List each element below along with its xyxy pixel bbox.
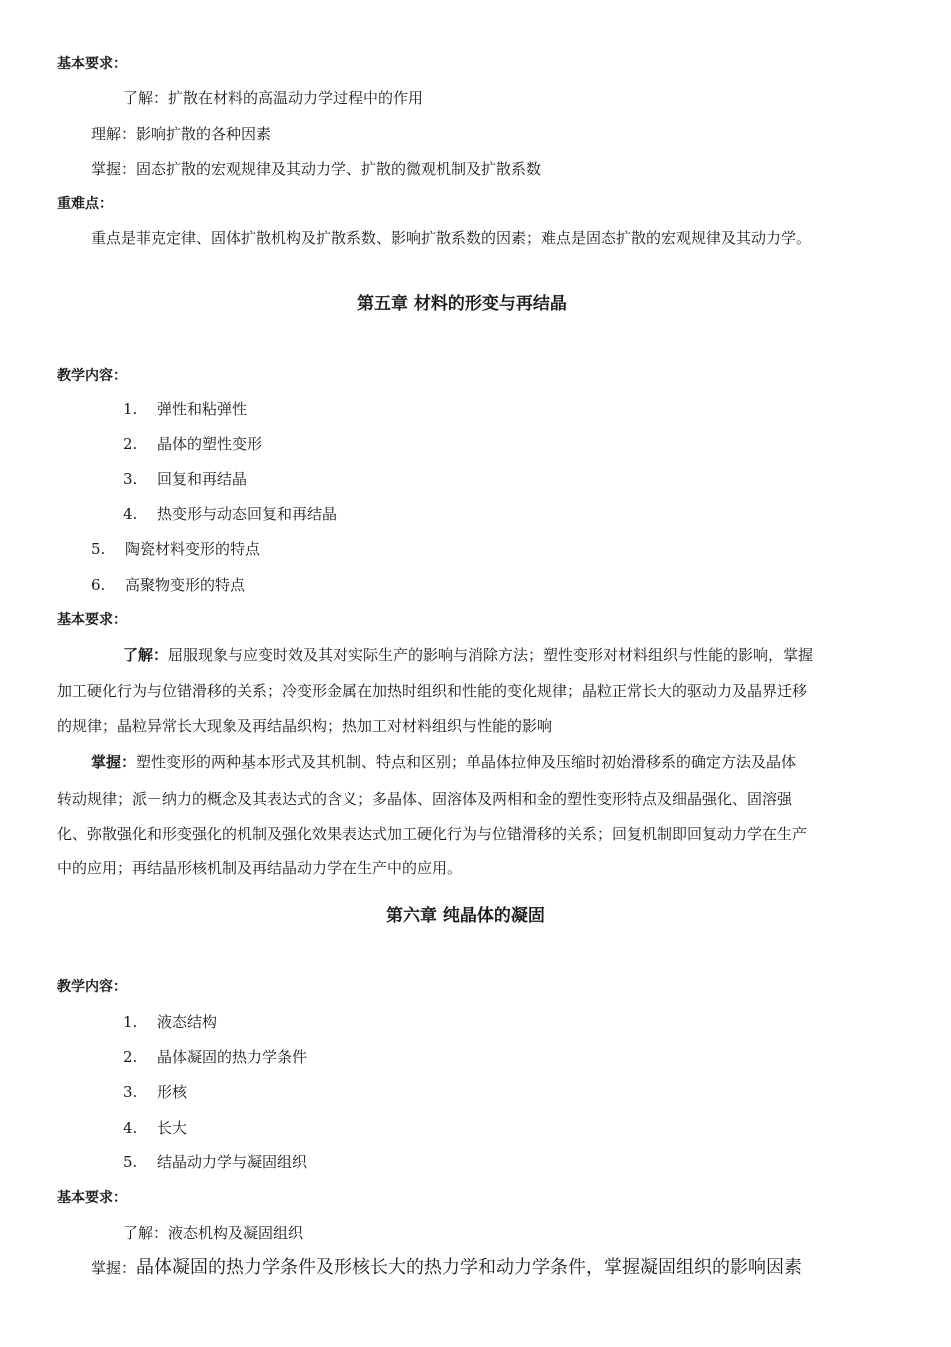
ch5-list-item — [91, 539, 260, 559]
ch5-understand-line-1 — [123, 645, 813, 665]
key-points-text: 重点是菲克定律、固体扩散机构及扩散系数、影响扩散系数的因素；难点是固态扩散的宏观规律及其动力学。 — [91, 229, 812, 247]
master-line — [91, 159, 541, 179]
comprehend-line — [91, 124, 271, 144]
ch6-master-label: 掌握： — [91, 1259, 137, 1277]
ch6-item-number: 4. — [123, 1119, 138, 1137]
understand-label: 了解： — [123, 89, 169, 107]
ch5-understand-text: 屈服现象与应变时效及其对实际生产的影响与消除方法；塑性变形对材料组织与性能的影响，掌握 — [168, 646, 814, 664]
ch6-understand-line — [123, 1223, 303, 1243]
ch5-list-item — [91, 575, 245, 595]
ch6-item-text: 晶体凝固的热力学条件 — [157, 1048, 308, 1066]
ch6-master-text: 晶体凝固的热力学条件及形核长大的热力学和动力学条件，掌握凝固组织的影响因素 — [136, 1257, 803, 1278]
ch5-list-item — [123, 469, 247, 489]
ch5-item-text: 高聚物变形的特点 — [125, 576, 246, 594]
ch5-item-number: 5. — [91, 540, 106, 558]
ch5-master-line-2: 转动规律；派－纳力的概念及其表达式的含义；多晶体、固溶体及两相和金的塑性变形特点及细晶强化、固溶强 — [57, 790, 793, 808]
ch5-item-number: 6. — [91, 576, 106, 594]
understand-text: 扩散在材料的高温动力学过程中的作用 — [168, 89, 424, 107]
ch6-basic-req-heading: 基本要求： — [57, 1190, 127, 1206]
understand-line — [123, 88, 423, 108]
ch5-item-text: 陶瓷材料变形的特点 — [125, 540, 261, 558]
ch5-item-text: 热变形与动态回复和再结晶 — [157, 505, 338, 523]
ch6-list-item — [123, 1012, 217, 1032]
ch5-list-item — [123, 434, 262, 454]
key-points-heading: 重难点： — [57, 196, 113, 212]
ch6-item-number: 2. — [123, 1048, 138, 1066]
ch6-master-line — [91, 1256, 802, 1280]
ch6-content-heading: 教学内容： — [57, 979, 127, 995]
ch5-master-text: 塑性变形的两种基本形式及其机制、特点和区别；单晶体拉伸及压缩时初始滑移系的确定方法及晶体 — [136, 753, 797, 771]
ch6-item-text: 形核 — [157, 1083, 188, 1101]
ch5-basic-req-heading: 基本要求： — [57, 612, 127, 628]
ch5-understand-line-2: 加工硬化行为与位错滑移的关系；冷变形金属在加热时组织和性能的变化规律；晶粒正常长大的驱动力及晶界迁移 — [57, 682, 808, 700]
ch5-item-number: 1. — [123, 400, 138, 418]
ch6-item-text: 液态结构 — [157, 1013, 218, 1031]
ch6-item-number: 3. — [123, 1083, 138, 1101]
master-label: 掌握： — [91, 160, 137, 178]
ch5-item-text: 晶体的塑性变形 — [157, 435, 263, 453]
ch5-item-number: 2. — [123, 435, 138, 453]
ch6-understand-label: 了解： — [123, 1224, 169, 1242]
chapter5-title: 第五章 材料的形变与再结晶 — [357, 294, 567, 314]
ch6-understand-text: 液态机构及凝固组织 — [168, 1224, 304, 1242]
ch5-item-text: 弹性和粘弹性 — [157, 400, 248, 418]
ch6-item-number: 1. — [123, 1013, 138, 1031]
ch6-item-number: 5. — [123, 1153, 138, 1171]
ch6-item-text: 结晶动力学与凝固组织 — [157, 1153, 308, 1171]
ch5-list-item — [123, 504, 337, 524]
ch6-list-item — [123, 1118, 187, 1138]
ch5-list-item — [123, 399, 247, 419]
ch5-understand-line-3: 的规律；晶粒异常长大现象及再结晶织构；热加工对材料组织与性能的影响 — [57, 717, 553, 735]
basic-req-heading: 基本要求： — [57, 56, 127, 72]
ch6-item-text: 长大 — [157, 1119, 188, 1137]
ch6-list-item — [123, 1082, 187, 1102]
comprehend-text: 影响扩散的各种因素 — [136, 125, 272, 143]
ch5-understand-label: 了解： — [123, 646, 169, 664]
ch6-list-item — [123, 1047, 307, 1067]
ch5-master-line-1 — [91, 752, 796, 772]
ch5-item-text: 回复和再结晶 — [157, 470, 248, 488]
chapter6-title: 第六章 纯晶体的凝固 — [386, 906, 545, 926]
ch5-item-number: 3. — [123, 470, 138, 488]
ch5-master-label: 掌握： — [91, 753, 137, 771]
ch5-master-line-4: 中的应用；再结晶形核机制及再结晶动力学在生产中的应用。 — [57, 859, 463, 877]
ch5-content-heading: 教学内容： — [57, 368, 127, 384]
ch5-master-line-3: 化、弥散强化和形变强化的机制及强化效果表达式加工硬化行为与位错滑移的关系；回复机制即回复动力学在生产 — [57, 825, 808, 843]
comprehend-label: 理解： — [91, 125, 137, 143]
ch5-item-number: 4. — [123, 505, 138, 523]
master-text: 固态扩散的宏观规律及其动力学、扩散的微观机制及扩散系数 — [136, 160, 542, 178]
ch6-list-item — [123, 1152, 307, 1172]
